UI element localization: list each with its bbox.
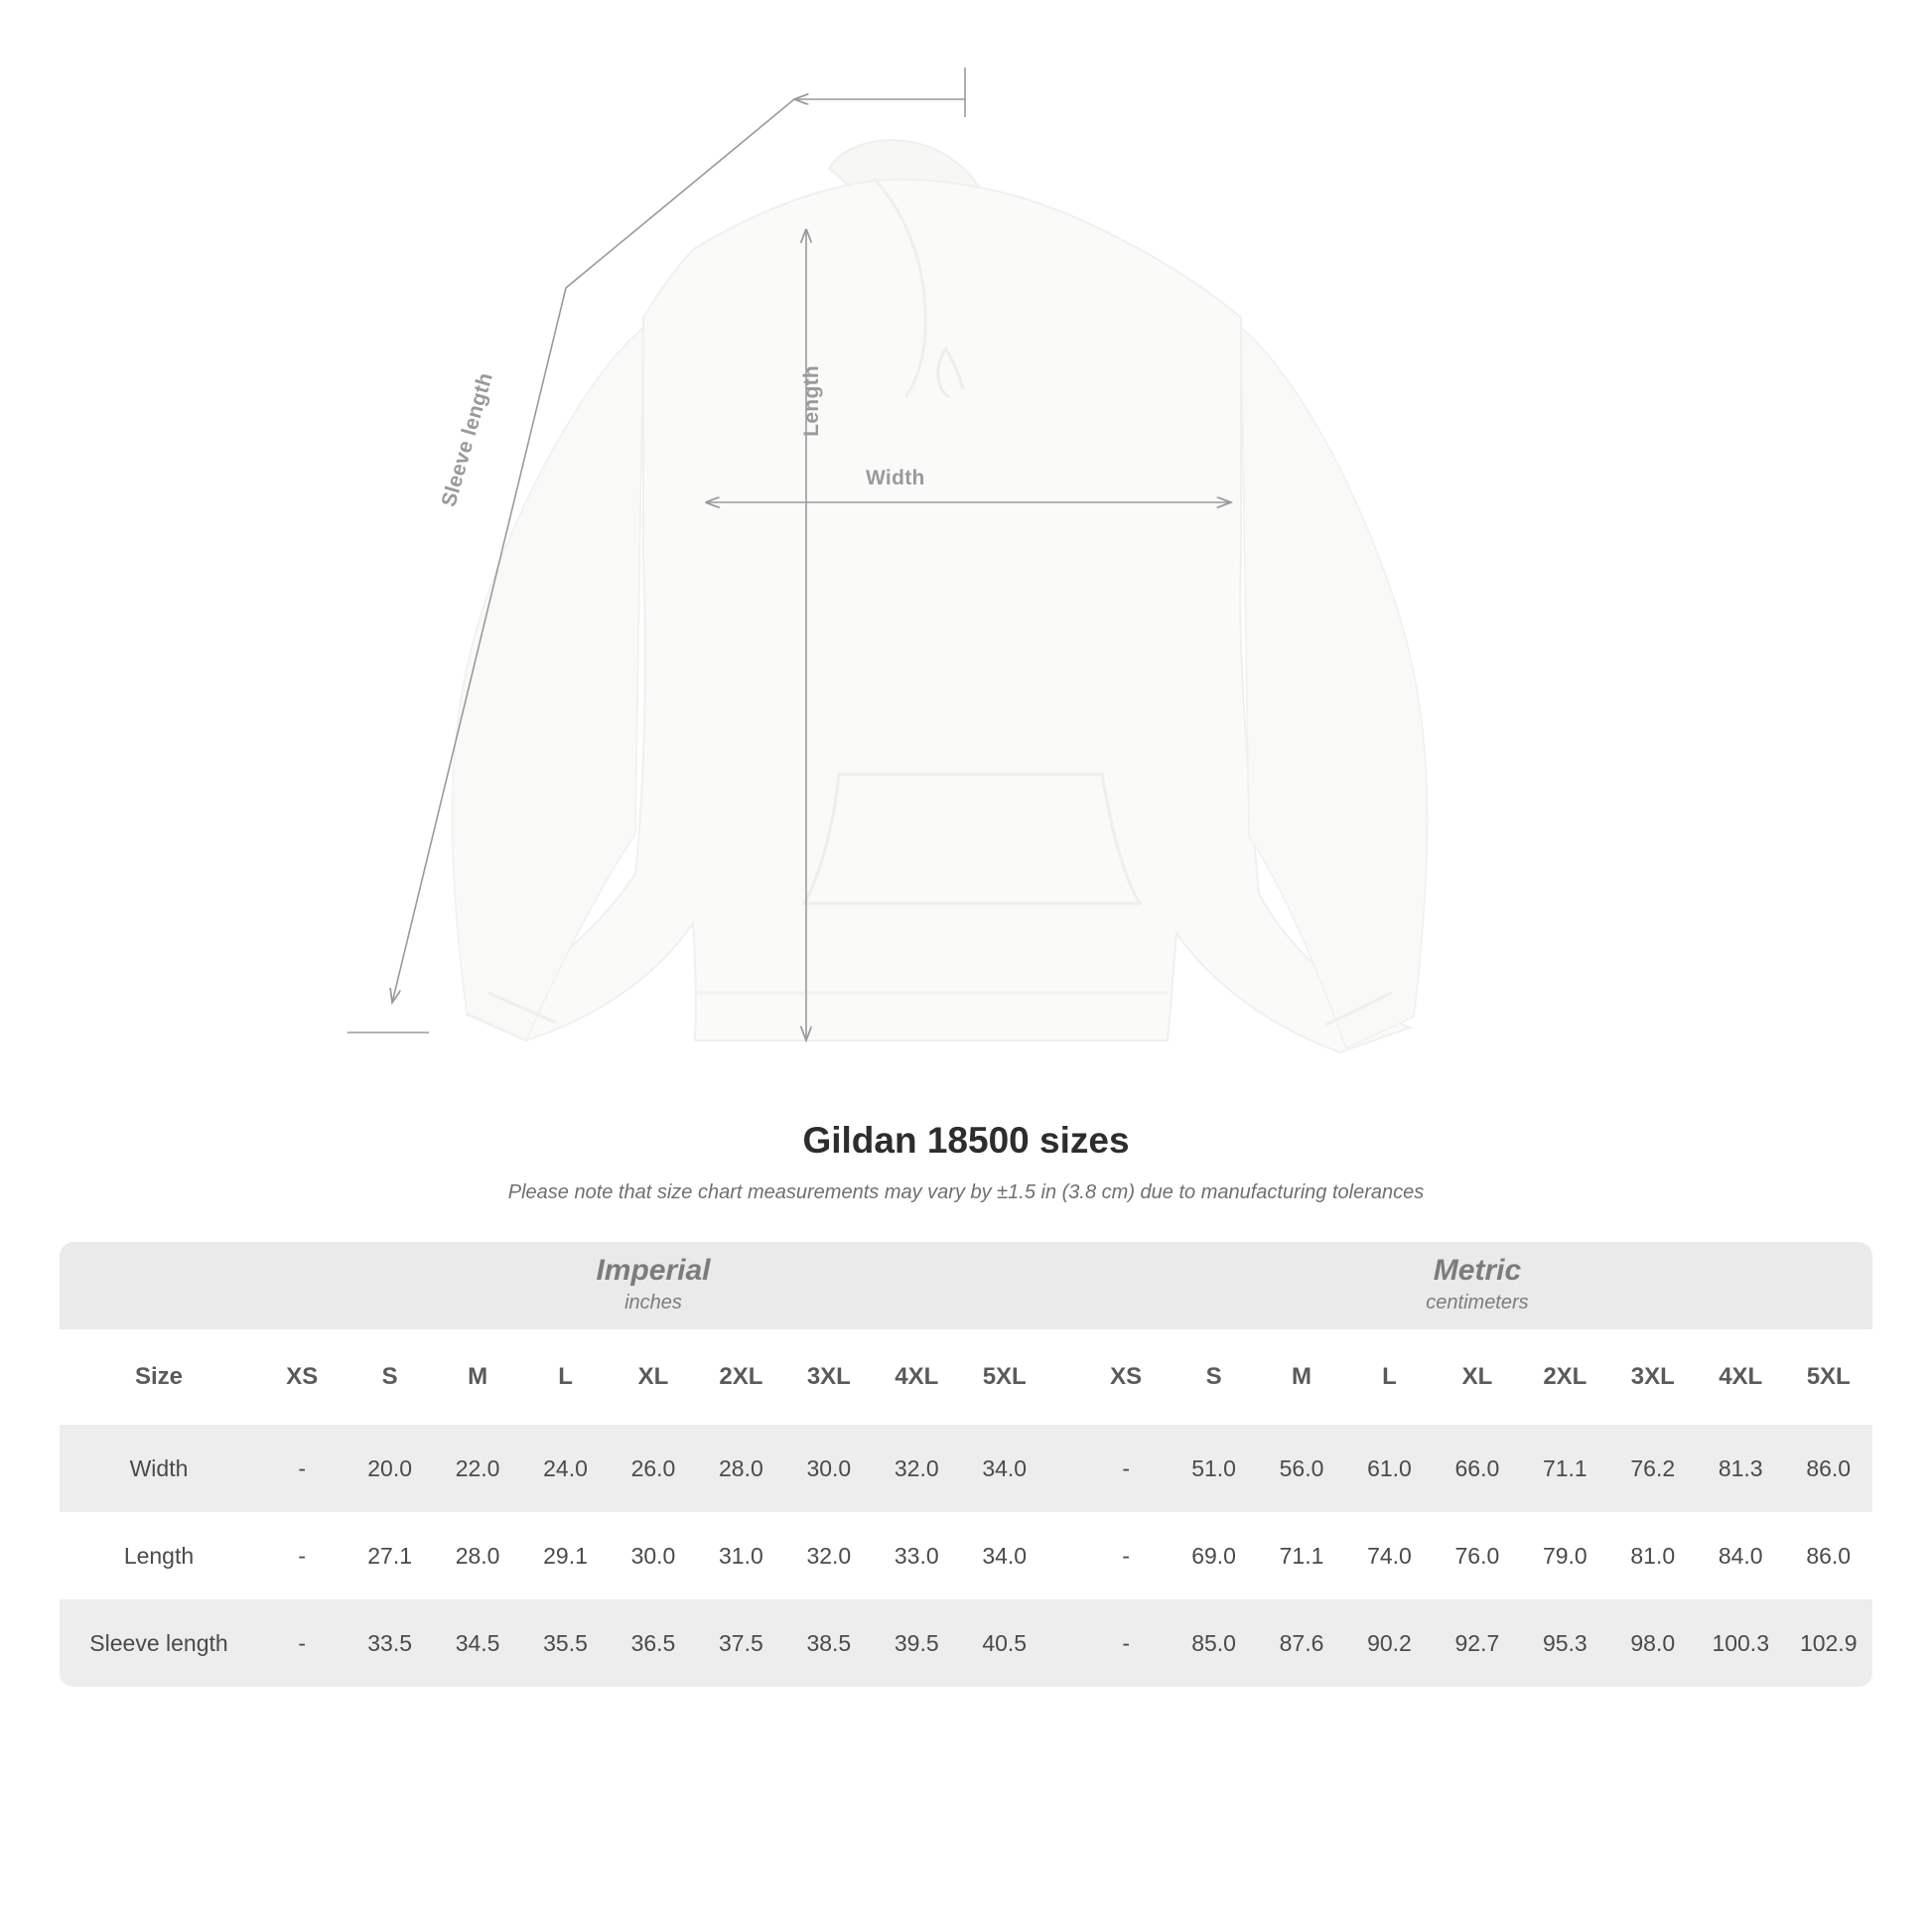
cell-imperial-sleeve-2xl: 37.5 xyxy=(697,1599,784,1687)
cell-metric-length-m: 71.1 xyxy=(1258,1512,1345,1599)
table-row xyxy=(60,1599,1872,1687)
cell-metric-length-xl: 76.0 xyxy=(1434,1512,1521,1599)
cell-metric-sleeve-s: 85.0 xyxy=(1170,1599,1257,1687)
cell-imperial-length-4xl: 33.0 xyxy=(873,1512,960,1599)
col-header-metric-2xl: 2XL xyxy=(1521,1329,1608,1425)
width-label: Width xyxy=(866,467,925,489)
cell-metric-width-s: 51.0 xyxy=(1170,1425,1257,1512)
col-header-imperial-3xl: 3XL xyxy=(785,1329,873,1425)
cell-metric-width-2xl: 71.1 xyxy=(1521,1425,1608,1512)
table-row xyxy=(60,1512,1872,1599)
col-header-metric-3xl: 3XL xyxy=(1609,1329,1697,1425)
cell-metric-width-3xl: 76.2 xyxy=(1609,1425,1697,1512)
cell-imperial-length-m: 28.0 xyxy=(434,1512,521,1599)
cell-imperial-width-2xl: 28.0 xyxy=(697,1425,784,1512)
cell-imperial-sleeve-m: 34.5 xyxy=(434,1599,521,1687)
cell-metric-width-m: 56.0 xyxy=(1258,1425,1345,1512)
header-spacer xyxy=(1048,1329,1082,1425)
col-header-metric-s: S xyxy=(1170,1329,1257,1425)
col-header-imperial-5xl: 5XL xyxy=(961,1329,1048,1425)
cell-imperial-width-3xl: 30.0 xyxy=(785,1425,873,1512)
row-spacer-sleeve xyxy=(1048,1599,1082,1687)
cell-imperial-length-5xl: 34.0 xyxy=(961,1512,1048,1599)
col-header-metric-l: L xyxy=(1345,1329,1433,1425)
cell-metric-sleeve-l: 90.2 xyxy=(1345,1599,1433,1687)
cell-metric-length-5xl: 86.0 xyxy=(1784,1512,1872,1599)
cell-imperial-length-2xl: 31.0 xyxy=(697,1512,784,1599)
table-row xyxy=(60,1425,1872,1512)
size-header-row xyxy=(60,1329,1872,1425)
cell-metric-sleeve-4xl: 100.3 xyxy=(1697,1599,1784,1687)
cell-imperial-width-xl: 26.0 xyxy=(610,1425,697,1512)
row-spacer-length xyxy=(1048,1512,1082,1599)
col-header-metric-xs: XS xyxy=(1082,1329,1170,1425)
cell-metric-width-xl: 66.0 xyxy=(1434,1425,1521,1512)
tolerance-note: Please note that size chart measurements may vary by ±1.5 in (3.8 cm) due to manufacturing tolerances xyxy=(507,1181,1425,1203)
cell-imperial-length-l: 29.1 xyxy=(521,1512,609,1599)
cell-metric-length-4xl: 84.0 xyxy=(1697,1512,1784,1599)
unit-corner-cell xyxy=(60,1242,258,1329)
row-spacer-width xyxy=(1048,1425,1082,1512)
cell-metric-length-3xl: 81.0 xyxy=(1609,1512,1697,1599)
cell-metric-width-l: 61.0 xyxy=(1345,1425,1433,1512)
cell-metric-sleeve-xl: 92.7 xyxy=(1434,1599,1521,1687)
cell-imperial-sleeve-l: 35.5 xyxy=(521,1599,609,1687)
cell-imperial-width-m: 22.0 xyxy=(434,1425,521,1512)
col-header-imperial-l: L xyxy=(521,1329,609,1425)
cell-imperial-sleeve-3xl: 38.5 xyxy=(785,1599,873,1687)
cell-imperial-width-l: 24.0 xyxy=(521,1425,609,1512)
row-label-length: Length xyxy=(60,1512,258,1599)
unit-spacer-cell xyxy=(1048,1242,1082,1329)
cell-imperial-length-xs: - xyxy=(258,1512,345,1599)
col-header-metric-5xl: 5XL xyxy=(1784,1329,1872,1425)
col-header-imperial-2xl: 2XL xyxy=(697,1329,784,1425)
size-header-label: Size xyxy=(60,1329,258,1425)
metric-header xyxy=(1082,1242,1872,1329)
cell-imperial-width-4xl: 32.0 xyxy=(873,1425,960,1512)
cell-imperial-length-3xl: 32.0 xyxy=(785,1512,873,1599)
cell-imperial-sleeve-5xl: 40.5 xyxy=(961,1599,1048,1687)
cell-metric-sleeve-xs: - xyxy=(1082,1599,1170,1687)
row-label-sleeve-length: Sleeve length xyxy=(60,1599,258,1687)
col-header-imperial-xs: XS xyxy=(258,1329,345,1425)
cell-metric-sleeve-3xl: 98.0 xyxy=(1609,1599,1697,1687)
metric-name: Metric xyxy=(1433,1253,1522,1287)
col-header-imperial-4xl: 4XL xyxy=(873,1329,960,1425)
col-header-imperial-m: M xyxy=(434,1329,521,1425)
unit-header-row xyxy=(60,1242,1872,1329)
col-header-metric-xl: XL xyxy=(1434,1329,1521,1425)
cell-imperial-sleeve-4xl: 39.5 xyxy=(873,1599,960,1687)
col-header-imperial-s: S xyxy=(345,1329,433,1425)
hoodie-shape xyxy=(452,140,1427,1052)
cell-metric-width-5xl: 86.0 xyxy=(1784,1425,1872,1512)
cell-imperial-width-s: 20.0 xyxy=(345,1425,433,1512)
cell-metric-length-2xl: 79.0 xyxy=(1521,1512,1608,1599)
size-table-wrapper xyxy=(60,1242,1872,1687)
cell-imperial-sleeve-xl: 36.5 xyxy=(610,1599,697,1687)
title-block xyxy=(0,1120,1932,1204)
cell-imperial-length-s: 27.1 xyxy=(345,1512,433,1599)
cell-metric-length-l: 74.0 xyxy=(1345,1512,1433,1599)
col-header-metric-m: M xyxy=(1258,1329,1345,1425)
cell-imperial-width-xs: - xyxy=(258,1425,345,1512)
length-label: Length xyxy=(800,365,823,437)
cell-imperial-length-xl: 30.0 xyxy=(610,1512,697,1599)
cell-metric-width-xs: - xyxy=(1082,1425,1170,1512)
cell-metric-sleeve-5xl: 102.9 xyxy=(1784,1599,1872,1687)
imperial-header xyxy=(258,1242,1048,1329)
cell-imperial-width-5xl: 34.0 xyxy=(961,1425,1048,1512)
imperial-sub: inches xyxy=(624,1292,682,1314)
imperial-name: Imperial xyxy=(596,1253,711,1287)
metric-sub: centimeters xyxy=(1426,1292,1529,1314)
cell-metric-length-s: 69.0 xyxy=(1170,1512,1257,1599)
row-label-width: Width xyxy=(60,1425,258,1512)
cell-imperial-sleeve-xs: - xyxy=(258,1599,345,1687)
sleeve-length-label: Sleeve length xyxy=(437,369,497,510)
cell-metric-sleeve-2xl: 95.3 xyxy=(1521,1599,1608,1687)
col-header-metric-4xl: 4XL xyxy=(1697,1329,1784,1425)
page-title: Gildan 18500 sizes xyxy=(802,1120,1130,1161)
size-table xyxy=(60,1242,1872,1687)
cell-metric-width-4xl: 81.3 xyxy=(1697,1425,1784,1512)
cell-imperial-sleeve-s: 33.5 xyxy=(345,1599,433,1687)
col-header-imperial-xl: XL xyxy=(610,1329,697,1425)
cell-metric-length-xs: - xyxy=(1082,1512,1170,1599)
cell-metric-sleeve-m: 87.6 xyxy=(1258,1599,1345,1687)
